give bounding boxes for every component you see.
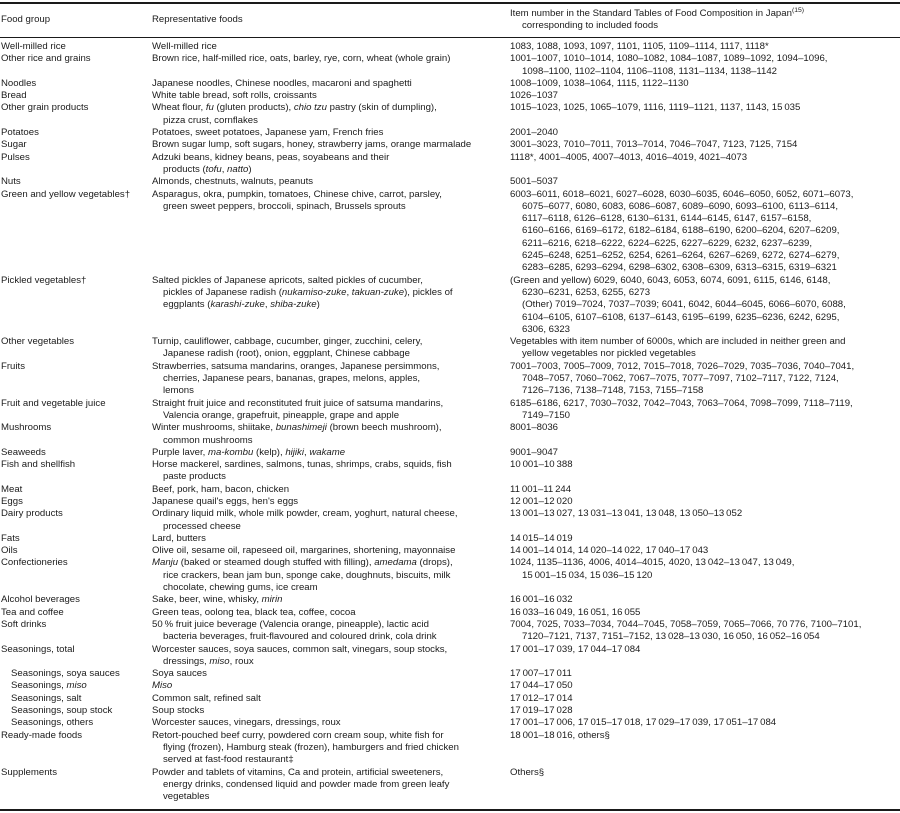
item-numbers-cell <box>510 508 900 533</box>
item-numbers-cell-line: 14 015–14 019 <box>510 532 573 544</box>
column-header-representative-foods <box>152 14 510 26</box>
representative-foods-cell-line: green sweet peppers, broccoli, spinach, Brussels sprouts <box>163 200 406 212</box>
representative-foods-cell <box>152 41 510 53</box>
item-numbers-cell-line: 6245–6248, 6251–6252, 6254, 6261–6264, 6267–6269, 6272, 6274–6279, <box>522 250 840 262</box>
item-numbers-cell-line: 6003–6011, 6018–6021, 6027–6028, 6030–6035, 6046–6050, 6052, 6071–6073, <box>510 188 854 200</box>
food-group-cell-line: Fats <box>1 532 20 544</box>
food-group-cell-line: Seasonings, soup stock <box>11 705 113 717</box>
representative-foods-cell-line: 50 % fruit juice beverage (Valencia orange, pineapple), lactic acid <box>152 618 429 630</box>
food-group-cell-line: Other rice and grains <box>1 53 91 65</box>
representative-foods-cell-line: Japanese quail's eggs, hen's eggs <box>152 495 299 507</box>
representative-foods-cell <box>152 53 510 78</box>
item-numbers-cell <box>510 619 900 644</box>
item-numbers-cell-line: 1083, 1088, 1093, 1097, 1101, 1105, 1109–1114, 1117, 1118* <box>510 41 769 52</box>
item-numbers-cell <box>510 102 900 127</box>
representative-foods-cell <box>152 545 510 557</box>
food-group-cell <box>0 459 152 484</box>
food-group-cell <box>0 680 152 692</box>
food-group-cell <box>0 717 152 729</box>
representative-foods-cell-line: Green teas, oolong tea, black tea, coffee, cocoa <box>152 606 356 618</box>
representative-foods-cell <box>152 496 510 508</box>
food-group-cell <box>0 594 152 606</box>
food-group-cell-line: Potatoes <box>1 127 39 139</box>
table-row <box>0 533 900 545</box>
item-numbers-cell <box>510 398 900 423</box>
table-row <box>0 693 900 705</box>
representative-foods-cell-line: chocolate, chewing gums, ice cream <box>163 582 318 594</box>
table-row <box>0 336 900 361</box>
representative-foods-cell-line: White table bread, soft rolls, croissants <box>152 90 317 102</box>
representative-foods-cell-line: Almonds, chestnuts, walnuts, peanuts <box>152 176 314 188</box>
representative-foods-cell <box>152 607 510 619</box>
item-numbers-cell-line: 17 007–17 011 <box>510 668 572 680</box>
item-numbers-cell-line: 1001–1007, 1010–1014, 1080–1082, 1084–1087, 1089–1092, 1094–1096, <box>510 53 828 65</box>
representative-foods-cell-line: Purple laver, ma-kombu (kelp), hijiki, wakame <box>152 446 346 458</box>
representative-foods-cell <box>152 447 510 459</box>
table-row <box>0 545 900 557</box>
food-group-cell-line: Pickled vegetables† <box>1 274 87 286</box>
representative-foods-cell-line: Miso <box>152 680 173 692</box>
item-numbers-cell-line: 1015–1023, 1025, 1065–1079, 1116, 1119–1121, 1137, 1143, 15 035 <box>510 102 801 114</box>
food-group-cell <box>0 557 152 594</box>
item-numbers-cell <box>510 189 900 275</box>
representative-foods-cell-line: Soup stocks <box>152 705 205 717</box>
food-group-cell <box>0 545 152 557</box>
table-row <box>0 668 900 680</box>
representative-foods-cell-line: Soya sauces <box>152 668 207 680</box>
food-group-cell-line: Dairy products <box>1 508 63 520</box>
item-numbers-cell-line: 2001–2040 <box>510 127 559 139</box>
table-row <box>0 176 900 188</box>
item-numbers-cell <box>510 152 900 177</box>
item-numbers-cell-line: 12 001–12 020 <box>510 495 573 507</box>
food-group-cell <box>0 619 152 644</box>
food-group-cell-line: Mushrooms <box>1 422 52 434</box>
item-numbers-cell-line: 1098–1100, 1102–1104, 1106–1108, 1131–1134, 1138–1142 <box>522 65 778 77</box>
table-row <box>0 139 900 151</box>
food-group-cell <box>0 422 152 447</box>
food-group-cell <box>0 644 152 669</box>
food-group-cell-line: Pulses <box>1 151 30 163</box>
representative-foods-cell-line: rice crackers, bean jam bun, sponge cake, doughnuts, biscuits, milk <box>163 569 451 581</box>
item-numbers-cell <box>510 607 900 619</box>
food-group-cell-line: Noodles <box>1 77 37 89</box>
table-row <box>0 275 900 336</box>
table-row <box>0 484 900 496</box>
item-numbers-cell <box>510 484 900 496</box>
representative-foods-cell-line: served at fast-food restaurant‡ <box>163 754 294 766</box>
food-group-cell-line: Supplements <box>1 766 57 778</box>
representative-foods-cell-line: Straight fruit juice and reconstituted fruit juice of satsuma mandarins, <box>152 397 444 409</box>
item-numbers-cell <box>510 90 900 102</box>
table-row <box>0 361 900 398</box>
food-group-cell-line: Soft drinks <box>1 618 47 630</box>
table-row <box>0 767 900 804</box>
representative-foods-cell <box>152 693 510 705</box>
representative-foods-cell-line: pickles of Japanese radish (nukamiso-zuke, takuan-zuke), pickles of <box>163 286 453 298</box>
table-row <box>0 447 900 459</box>
item-numbers-cell-line: 8001–8036 <box>510 422 559 434</box>
representative-foods-cell <box>152 275 510 336</box>
table-row <box>0 730 900 767</box>
item-numbers-cell-line: 6230–6231, 6253, 6255, 6273 <box>522 286 651 298</box>
food-group-cell-line: Tea and coffee <box>1 606 64 618</box>
representative-foods-cell <box>152 680 510 692</box>
item-numbers-cell <box>510 730 900 767</box>
food-group-cell-line: Other vegetables <box>1 336 75 348</box>
item-numbers-cell-line: 6104–6105, 6107–6108, 6137–6143, 6195–6199, 6235–6236, 6242, 6295, <box>522 311 840 323</box>
table-bottom-rule <box>0 809 900 811</box>
food-group-cell <box>0 336 152 361</box>
representative-foods-cell <box>152 668 510 680</box>
item-numbers-cell <box>510 594 900 606</box>
food-group-cell-line: Seasonings, total <box>1 643 75 655</box>
item-numbers-cell-line: 17 012–17 014 <box>510 692 573 704</box>
representative-foods-cell <box>152 127 510 139</box>
representative-foods-cell <box>152 176 510 188</box>
representative-foods-cell-line: Japanese radish (root), onion, eggplant, Chinese cabbage <box>163 348 410 360</box>
food-group-cell <box>0 496 152 508</box>
representative-foods-cell-line: Horse mackerel, sardines, salmons, tunas, shrimps, crabs, squids, fish <box>152 459 452 471</box>
item-numbers-cell <box>510 705 900 717</box>
item-numbers-cell-line: 18 001–18 016, others§ <box>510 729 610 741</box>
representative-foods-cell <box>152 78 510 90</box>
representative-foods-cell-line: Turnip, cauliflower, cabbage, cucumber, ginger, zucchini, celery, <box>152 336 423 348</box>
item-numbers-cell <box>510 78 900 90</box>
item-numbers-cell-line: 14 001–14 014, 14 020–14 022, 17 040–17 043 <box>510 545 709 557</box>
item-numbers-cell-line: 6185–6186, 6217, 7030–7032, 7042–7043, 7063–7064, 7098–7099, 7118–7119, <box>510 397 853 409</box>
item-numbers-cell-line: 9001–9047 <box>510 446 559 458</box>
item-numbers-cell-line: 15 001–15 034, 15 036–15 120 <box>522 569 653 581</box>
food-group-cell-line: Oils <box>1 545 18 557</box>
item-numbers-cell-line: 17 001–17 006, 17 015–17 018, 17 029–17 039, 17 051–17 084 <box>510 717 777 729</box>
item-numbers-cell <box>510 496 900 508</box>
item-numbers-cell <box>510 767 900 804</box>
food-group-cell <box>0 533 152 545</box>
food-group-cell-line: Seasonings, miso <box>11 680 87 692</box>
food-group-cell <box>0 275 152 336</box>
representative-foods-cell-line: lemons <box>163 385 194 397</box>
representative-foods-cell-line: flying (frozen), Hamburg steak (frozen), hamburgers and fried chicken <box>163 741 459 753</box>
representative-foods-cell-line: Ordinary liquid milk, whole milk powder, cream, yoghurt, natural cheese, <box>152 508 458 520</box>
table-row <box>0 398 900 423</box>
representative-foods-cell-line: Worcester sauces, vinegars, dressings, roux <box>152 717 341 729</box>
item-numbers-cell-line: 6283–6285, 6293–6294, 6298–6302, 6308–6309, 6313–6315, 6319–6321 <box>522 262 837 274</box>
representative-foods-cell <box>152 336 510 361</box>
representative-foods-cell-line: Potatoes, sweet potatoes, Japanese yam, French fries <box>152 127 384 139</box>
item-numbers-cell <box>510 680 900 692</box>
item-numbers-cell <box>510 127 900 139</box>
representative-foods-cell-line: cherries, Japanese pears, bananas, grapes, melons, apples, <box>163 373 421 385</box>
representative-foods-cell <box>152 398 510 423</box>
food-group-cell <box>0 693 152 705</box>
representative-foods-cell-line: Asparagus, okra, pumpkin, tomatoes, Chinese chive, carrot, parsley, <box>152 188 442 200</box>
representative-foods-cell <box>152 705 510 717</box>
food-group-cell-line: Ready-made foods <box>1 729 83 741</box>
table-row <box>0 619 900 644</box>
item-numbers-cell <box>510 41 900 53</box>
column-header-food-group-label: Food group <box>1 14 51 25</box>
representative-foods-cell-line: energy drinks, condensed liquid and powder made from green leafy <box>163 778 450 790</box>
table-row <box>0 496 900 508</box>
food-group-cell-line: Well-milled rice <box>1 41 66 52</box>
table-row <box>0 152 900 177</box>
representative-foods-cell-line: eggplants (karashi-zuke, shiba-zuke) <box>163 299 320 311</box>
item-numbers-cell <box>510 717 900 729</box>
item-numbers-cell-line: 13 001–13 027, 13 031–13 041, 13 048, 13 050–13 052 <box>510 508 743 520</box>
representative-foods-cell-line: Winter mushrooms, shiitake, bunashimeji (brown beech mushroom), <box>152 422 442 434</box>
food-group-cell <box>0 90 152 102</box>
representative-foods-cell-line: processed cheese <box>163 520 241 532</box>
representative-foods-cell-line: Strawberries, satsuma mandarins, oranges, Japanese persimmons, <box>152 360 440 372</box>
food-group-cell-line: Fruit and vegetable juice <box>1 397 106 409</box>
table-row <box>0 189 900 275</box>
item-numbers-cell-line: 6075–6077, 6080, 6083, 6086–6087, 6089–6090, 6093–6100, 6113–6114, <box>522 200 839 212</box>
food-group-cell <box>0 668 152 680</box>
representative-foods-cell <box>152 102 510 127</box>
representative-foods-cell-line: Brown sugar lump, soft sugars, honey, strawberry jams, orange marmalade <box>152 139 472 151</box>
table-row <box>0 127 900 139</box>
food-group-cell <box>0 152 152 177</box>
representative-foods-cell <box>152 484 510 496</box>
item-numbers-cell <box>510 176 900 188</box>
item-numbers-cell-line: 17 019–17 028 <box>510 705 573 717</box>
representative-foods-cell <box>152 508 510 533</box>
food-group-cell <box>0 484 152 496</box>
column-header-item-number-line2: corresponding to included foods <box>522 20 659 31</box>
item-numbers-cell-line: 7001–7003, 7005–7009, 7012, 7015–7018, 7026–7029, 7035–7036, 7040–7041, <box>510 360 855 372</box>
table-row <box>0 422 900 447</box>
table-row <box>0 717 900 729</box>
item-numbers-cell-line: 6117–6118, 6126–6128, 6130–6131, 6144–6145, 6147, 6157–6158, <box>522 213 812 225</box>
representative-foods-cell-line: Olive oil, sesame oil, rapeseed oil, margarines, shortening, mayonnaise <box>152 545 456 557</box>
table-row <box>0 459 900 484</box>
representative-foods-cell <box>152 717 510 729</box>
food-group-cell <box>0 447 152 459</box>
table-row <box>0 41 900 53</box>
representative-foods-cell <box>152 459 510 484</box>
representative-foods-cell <box>152 594 510 606</box>
food-group-cell <box>0 127 152 139</box>
representative-foods-cell <box>152 533 510 545</box>
item-numbers-cell-line: 5001–5037 <box>510 176 559 188</box>
table-row <box>0 680 900 692</box>
representative-foods-cell <box>152 189 510 275</box>
table-row <box>0 594 900 606</box>
representative-foods-cell-line: Powder and tablets of vitamins, Ca and protein, artificial sweeteners, <box>152 766 444 778</box>
item-numbers-cell <box>510 557 900 594</box>
food-group-cell <box>0 139 152 151</box>
table-row <box>0 557 900 594</box>
representative-foods-cell <box>152 422 510 447</box>
representative-foods-cell <box>152 139 510 151</box>
food-group-cell-line: Meat <box>1 483 23 495</box>
column-header-item-number <box>510 8 900 32</box>
item-numbers-cell <box>510 533 900 545</box>
item-numbers-cell-line: 3001–3023, 7010–7011, 7013–7014, 7046–7047, 7123, 7125, 7154 <box>510 139 798 151</box>
representative-foods-cell <box>152 644 510 669</box>
item-numbers-cell-line: 17 044–17 050 <box>510 680 573 692</box>
item-numbers-cell-line: 1118*, 4001–4005, 4007–4013, 4016–4019, 4021–4073 <box>510 151 748 163</box>
item-numbers-cell <box>510 668 900 680</box>
item-numbers-cell-line: (Other) 7019–7024, 7037–7039; 6041, 6042, 6044–6045, 6066–6070, 6088, <box>522 299 846 311</box>
table-row <box>0 90 900 102</box>
table-row <box>0 78 900 90</box>
item-numbers-cell <box>510 336 900 361</box>
representative-foods-cell <box>152 767 510 804</box>
item-numbers-cell <box>510 361 900 398</box>
representative-foods-cell-line: Wheat flour, fu (gluten products), chio tzu pastry (skin of dumpling), <box>152 102 437 114</box>
item-numbers-cell-line: Others§ <box>510 766 545 778</box>
item-numbers-cell <box>510 139 900 151</box>
food-group-cell-line: Alcohol beverages <box>1 594 80 606</box>
item-numbers-cell-line: 16 033–16 049, 16 051, 16 055 <box>510 606 641 618</box>
item-numbers-cell-line: 7004, 7025, 7033–7034, 7044–7045, 7058–7059, 7065–7066, 70 776, 7100–7101, <box>510 618 862 630</box>
representative-foods-cell <box>152 619 510 644</box>
column-header-representative-foods-label: Representative foods <box>152 14 243 25</box>
item-numbers-cell <box>510 693 900 705</box>
representative-foods-cell-line: Beef, pork, ham, bacon, chicken <box>152 483 290 495</box>
food-group-cell-line: Eggs <box>1 495 23 507</box>
food-group-cell-line: Other grain products <box>1 102 89 114</box>
column-header-item-number-line1: Item number in the Standard Tables of Food Composition in Japan$^{(15)}$ <box>510 6 805 19</box>
table-row <box>0 508 900 533</box>
representative-foods-cell <box>152 152 510 177</box>
item-numbers-cell-line: 1024, 1135–1136, 4006, 4014–4015, 4020, 13 042–13 047, 13 049, <box>510 557 795 569</box>
item-numbers-cell-line: 6160–6166, 6169–6172, 6182–6184, 6188–6190, 6200–6204, 6207–6209, <box>522 225 840 237</box>
representative-foods-cell-line: Lard, butters <box>152 532 206 544</box>
representative-foods-cell-line: Well-milled rice <box>152 41 217 52</box>
representative-foods-cell-line: Brown rice, half-milled rice, oats, barley, rye, corn, wheat (whole grain) <box>152 53 451 65</box>
food-group-cell-line: Seasonings, others <box>11 717 94 729</box>
table-row <box>0 53 900 78</box>
representative-foods-cell-line: Japanese noodles, Chinese noodles, macaroni and spaghetti <box>152 77 412 89</box>
food-group-cell <box>0 607 152 619</box>
item-numbers-cell <box>510 545 900 557</box>
representative-foods-cell <box>152 730 510 767</box>
representative-foods-cell-line: Salted pickles of Japanese apricots, salted pickles of cucumber, <box>152 274 423 286</box>
food-group-cell-line: Seaweeds <box>1 446 46 458</box>
food-group-cell <box>0 398 152 423</box>
table-row <box>0 644 900 669</box>
food-group-cell-line: Green and yellow vegetables† <box>1 188 131 200</box>
table-header-row <box>0 4 900 37</box>
item-numbers-cell-line: 7149–7150 <box>522 409 571 421</box>
item-numbers-cell-line: yellow vegetables nor pickled vegetables <box>522 348 696 360</box>
food-group-cell-line: Fish and shellfish <box>1 459 76 471</box>
item-numbers-cell-line: 6211–6216, 6218–6222, 6224–6225, 6227–6229, 6232, 6237–6239, <box>522 237 813 249</box>
representative-foods-cell-line: Valencia orange, grapefruit, pineapple, grape and apple <box>163 409 400 421</box>
item-numbers-cell-line: (Green and yellow) 6029, 6040, 6043, 6053, 6074, 6091, 6115, 6146, 6148, <box>510 274 831 286</box>
representative-foods-cell-line: bacteria beverages, fruit-flavoured and coloured drink, cola drink <box>163 631 437 643</box>
item-numbers-cell-line: 1026–1037 <box>510 90 559 102</box>
item-numbers-cell-line: 17 001–17 039, 17 044–17 084 <box>510 643 641 655</box>
item-numbers-cell-line: 16 001–16 032 <box>510 594 573 606</box>
column-header-food-group <box>0 14 152 26</box>
representative-foods-cell <box>152 90 510 102</box>
food-group-cell <box>0 53 152 78</box>
table-body <box>0 38 900 803</box>
representative-foods-cell-line: Worcester sauces, soya sauces, common salt, vinegars, soup stocks, <box>152 643 448 655</box>
food-group-cell <box>0 361 152 398</box>
item-numbers-cell-line: Vegetables with item number of 6000s, which are included in neither green and <box>510 336 846 348</box>
food-group-cell-line: Seasonings, salt <box>11 692 82 704</box>
representative-foods-cell-line: Retort-pouched beef curry, powdered corn cream soup, white fish for <box>152 729 444 741</box>
food-group-cell-line: Seasonings, soya sauces <box>11 668 120 680</box>
food-group-cell-line: Bread <box>1 90 27 102</box>
item-numbers-cell-line: 1008–1009, 1038–1064, 1115, 1122–1130 <box>510 77 689 89</box>
item-numbers-cell <box>510 275 900 336</box>
food-group-cell-line: Sugar <box>1 139 27 151</box>
representative-foods-cell-line: Common salt, refined salt <box>152 692 261 704</box>
representative-foods-cell-line: Sake, beer, wine, whisky, mirin <box>152 594 283 606</box>
representative-foods-cell-line: common mushrooms <box>163 434 253 446</box>
table-row <box>0 607 900 619</box>
food-group-cell <box>0 102 152 127</box>
representative-foods-cell-line: pizza crust, cornflakes <box>163 114 258 126</box>
item-numbers-cell-line: 7048–7057, 7060–7062, 7067–7075, 7077–7097, 7102–7117, 7122, 7124, <box>522 373 839 385</box>
food-group-cell <box>0 508 152 533</box>
food-group-cell <box>0 705 152 717</box>
item-numbers-cell <box>510 447 900 459</box>
food-group-cell-line: Fruits <box>1 360 25 372</box>
food-group-cell-line: Confectioneries <box>1 557 68 569</box>
item-numbers-cell-line: 7126–7136, 7138–7148, 7153, 7155–7158 <box>522 385 704 397</box>
representative-foods-cell-line: vegetables <box>163 791 210 803</box>
food-group-cell <box>0 41 152 53</box>
representative-foods-cell <box>152 557 510 594</box>
representative-foods-cell-line: Adzuki beans, kidney beans, peas, soyabeans and their <box>152 151 390 163</box>
item-numbers-cell-line: 7120–7121, 7137, 7151–7152, 13 028–13 030, 16 050, 16 052–16 054 <box>522 631 820 643</box>
table-row <box>0 705 900 717</box>
representative-foods-cell-line: products (tofu, natto) <box>163 163 252 175</box>
item-numbers-cell-line: 10 001–10 388 <box>510 459 573 471</box>
representative-foods-cell-line: Manju (baked or steamed dough stuffed with filling), amedama (drops), <box>152 557 453 569</box>
item-numbers-cell <box>510 644 900 669</box>
item-numbers-cell-line: 11 001–11 244 <box>510 483 572 495</box>
food-group-cell <box>0 78 152 90</box>
item-numbers-cell <box>510 422 900 447</box>
food-group-cell <box>0 767 152 804</box>
item-numbers-cell <box>510 53 900 78</box>
food-group-cell-line: Nuts <box>1 176 21 188</box>
item-numbers-cell <box>510 459 900 484</box>
food-group-cell <box>0 730 152 767</box>
item-numbers-cell-line: 6306, 6323 <box>522 323 571 335</box>
food-group-cell <box>0 189 152 275</box>
food-group-cell <box>0 176 152 188</box>
representative-foods-cell-line: paste products <box>163 471 226 483</box>
representative-foods-cell <box>152 361 510 398</box>
table-row <box>0 102 900 127</box>
representative-foods-cell-line: dressings, miso, roux <box>163 655 254 667</box>
